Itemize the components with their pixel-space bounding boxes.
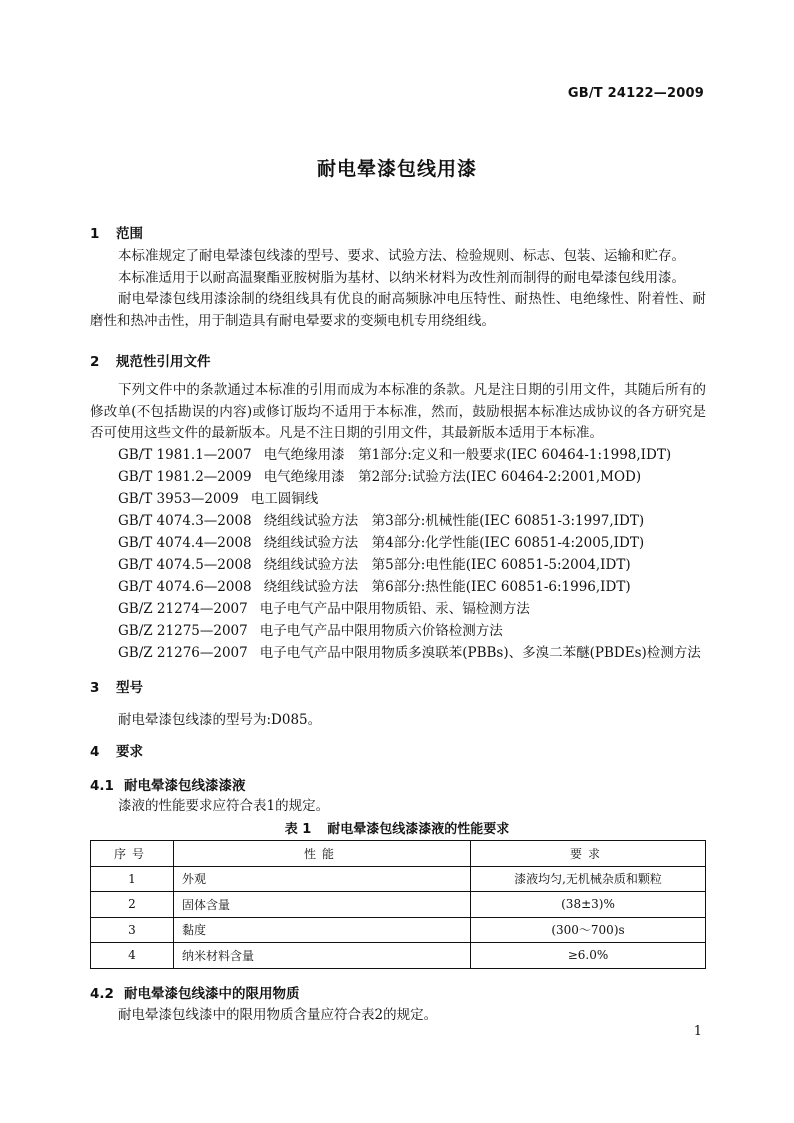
section-number: 4 — [90, 744, 100, 760]
reference-name: 电工圆铜线 — [250, 491, 319, 507]
reference-name: 绕组线试验方法 第5部分:电性能(IEC 60851-5:2004,IDT) — [263, 557, 631, 573]
section-number: 3 — [90, 680, 100, 696]
table-cell: 4 — [91, 943, 174, 969]
reference-name: 绕组线试验方法 第4部分:化学性能(IEC 60851-4:2005,IDT) — [263, 535, 645, 551]
table-row — [91, 917, 706, 943]
section-number: 4.1 — [90, 778, 114, 794]
section-number: 4.2 — [90, 986, 114, 1002]
document-title: 耐电晕漆包线用漆 — [316, 158, 477, 180]
table-cell: 外观 — [174, 866, 471, 892]
table-label: 表 1 — [284, 822, 312, 837]
reference-code: GB/T 4074.6—2008 — [118, 579, 252, 595]
reference-name: 电子电气产品中限用物质多溴联苯(PBBs)、多溴二苯醚(PBDEs)检测方法 — [259, 645, 701, 661]
section-number: 2 — [90, 354, 100, 370]
table-cell: 黏度 — [174, 917, 471, 943]
reference-name: 电气绝缘用漆 第1部分:定义和一般要求(IEC 60464-1:1998,IDT) — [263, 447, 672, 463]
section-title: 规范性引用文件 — [116, 354, 211, 370]
reference-code: GB/T 3953—2009 — [118, 491, 239, 507]
table-header-row — [91, 841, 706, 867]
reference-item — [118, 532, 708, 554]
paragraph: 本标准规定了耐电晕漆包线漆的型号、要求、试验方法、检验规则、标志、包装、运输和贮存。 — [118, 248, 685, 264]
table-title: 耐电晕漆包线漆漆液的性能要求 — [327, 822, 510, 837]
reference-item — [118, 576, 708, 598]
reference-item — [118, 642, 708, 664]
column-header-property: 性能 — [174, 841, 471, 867]
table-row — [91, 892, 706, 918]
page-number: 1 — [693, 1024, 702, 1039]
reference-name: 绕组线试验方法 第3部分:机械性能(IEC 60851-3:1997,IDT) — [263, 513, 645, 529]
reference-name: 电气绝缘用漆 第2部分:试验方法(IEC 60464-2:2001,MOD) — [263, 469, 642, 485]
paragraph: 耐电晕漆包线用漆涂制的绕组线具有优良的耐高频脉冲电压特性、耐热性、电绝缘性、附着性、耐磨性和热冲击性，用于制造具有耐电晕要求的变频电机专用绕组线。 — [90, 291, 706, 329]
reference-code: GB/T 4074.3—2008 — [118, 513, 252, 529]
table-cell: 1 — [91, 866, 174, 892]
table-cell: (300～700)s — [471, 917, 706, 943]
table-cell: ≥6.0% — [471, 943, 706, 969]
reference-item — [118, 488, 708, 510]
reference-code: GB/T 4074.4—2008 — [118, 535, 252, 551]
section-number: 1 — [90, 226, 100, 242]
paragraph: 下列文件中的条款通过本标准的引用而成为本标准的条款。凡是注日期的引用文件，其随后所有的修改单(不包括勘误的内容)或修订版均不适用于本标准，然而，鼓励根据本标准达成协议的各方研究是否可使用这些文件的最新版本。凡是不注日期的引用文件，其最新版本适用于本标准。 — [90, 382, 706, 441]
table-cell: (38±3)% — [471, 892, 706, 918]
section-4-2-text: 耐电晕漆包线漆中的限用物质含量应符合表2的规定。 — [118, 1007, 438, 1023]
reference-item — [118, 598, 708, 620]
reference-item — [118, 510, 708, 532]
reference-code: GB/Z 21275—2007 — [118, 623, 248, 639]
section-4-1-heading — [90, 774, 246, 794]
performance-table — [90, 840, 706, 969]
paragraph: 本标准适用于以耐高温聚酯亚胺树脂为基材、以纳米材料为改性剂而制得的耐电晕漆包线用漆。 — [118, 269, 685, 286]
table-cell: 漆液均匀,无机械杂质和颗粒 — [471, 866, 706, 892]
section-3-heading — [90, 676, 143, 696]
reference-item — [118, 466, 708, 488]
section-3-text: 耐电晕漆包线漆的型号为:D085。 — [118, 712, 322, 728]
table-row — [91, 866, 706, 892]
reference-item — [118, 554, 708, 576]
section-title: 范围 — [116, 226, 143, 242]
section-4-heading — [90, 740, 143, 760]
reference-list — [118, 444, 708, 664]
reference-item — [118, 444, 708, 466]
section-1-heading — [90, 222, 143, 242]
column-header-number: 序号 — [91, 841, 174, 867]
table-cell: 纳米材料含量 — [174, 943, 471, 969]
reference-name: 电子电气产品中限用物质六价铬检测方法 — [259, 623, 503, 639]
section-4-1-text: 漆液的性能要求应符合表1的规定。 — [118, 798, 330, 814]
section-title: 耐电晕漆包线漆漆液 — [124, 778, 246, 794]
table-cell: 3 — [91, 917, 174, 943]
table-caption — [0, 818, 794, 837]
standard-code: GB/T 24122—2009 — [567, 86, 704, 101]
reference-item — [118, 620, 708, 642]
column-header-requirement: 要求 — [471, 841, 706, 867]
reference-code: GB/T 4074.5—2008 — [118, 557, 252, 573]
reference-code: GB/Z 21276—2007 — [118, 645, 248, 661]
table-cell: 2 — [91, 892, 174, 918]
section-4-2-heading — [90, 982, 300, 1002]
reference-code: GB/T 1981.2—2009 — [118, 469, 252, 485]
table-cell: 固体含量 — [174, 892, 471, 918]
reference-code: GB/Z 21274—2007 — [118, 601, 248, 617]
section-2-heading — [90, 350, 211, 370]
section-title: 要求 — [116, 744, 143, 760]
section-2-intro — [90, 380, 706, 445]
section-1-body — [90, 246, 706, 332]
section-title: 型号 — [116, 680, 143, 696]
section-title: 耐电晕漆包线漆中的限用物质 — [124, 986, 300, 1002]
reference-name: 电子电气产品中限用物质铅、汞、镉检测方法 — [259, 601, 530, 617]
reference-name: 绕组线试验方法 第6部分:热性能(IEC 60851-6:1996,IDT) — [263, 579, 631, 595]
reference-code: GB/T 1981.1—2007 — [118, 447, 252, 463]
table-row — [91, 943, 706, 969]
